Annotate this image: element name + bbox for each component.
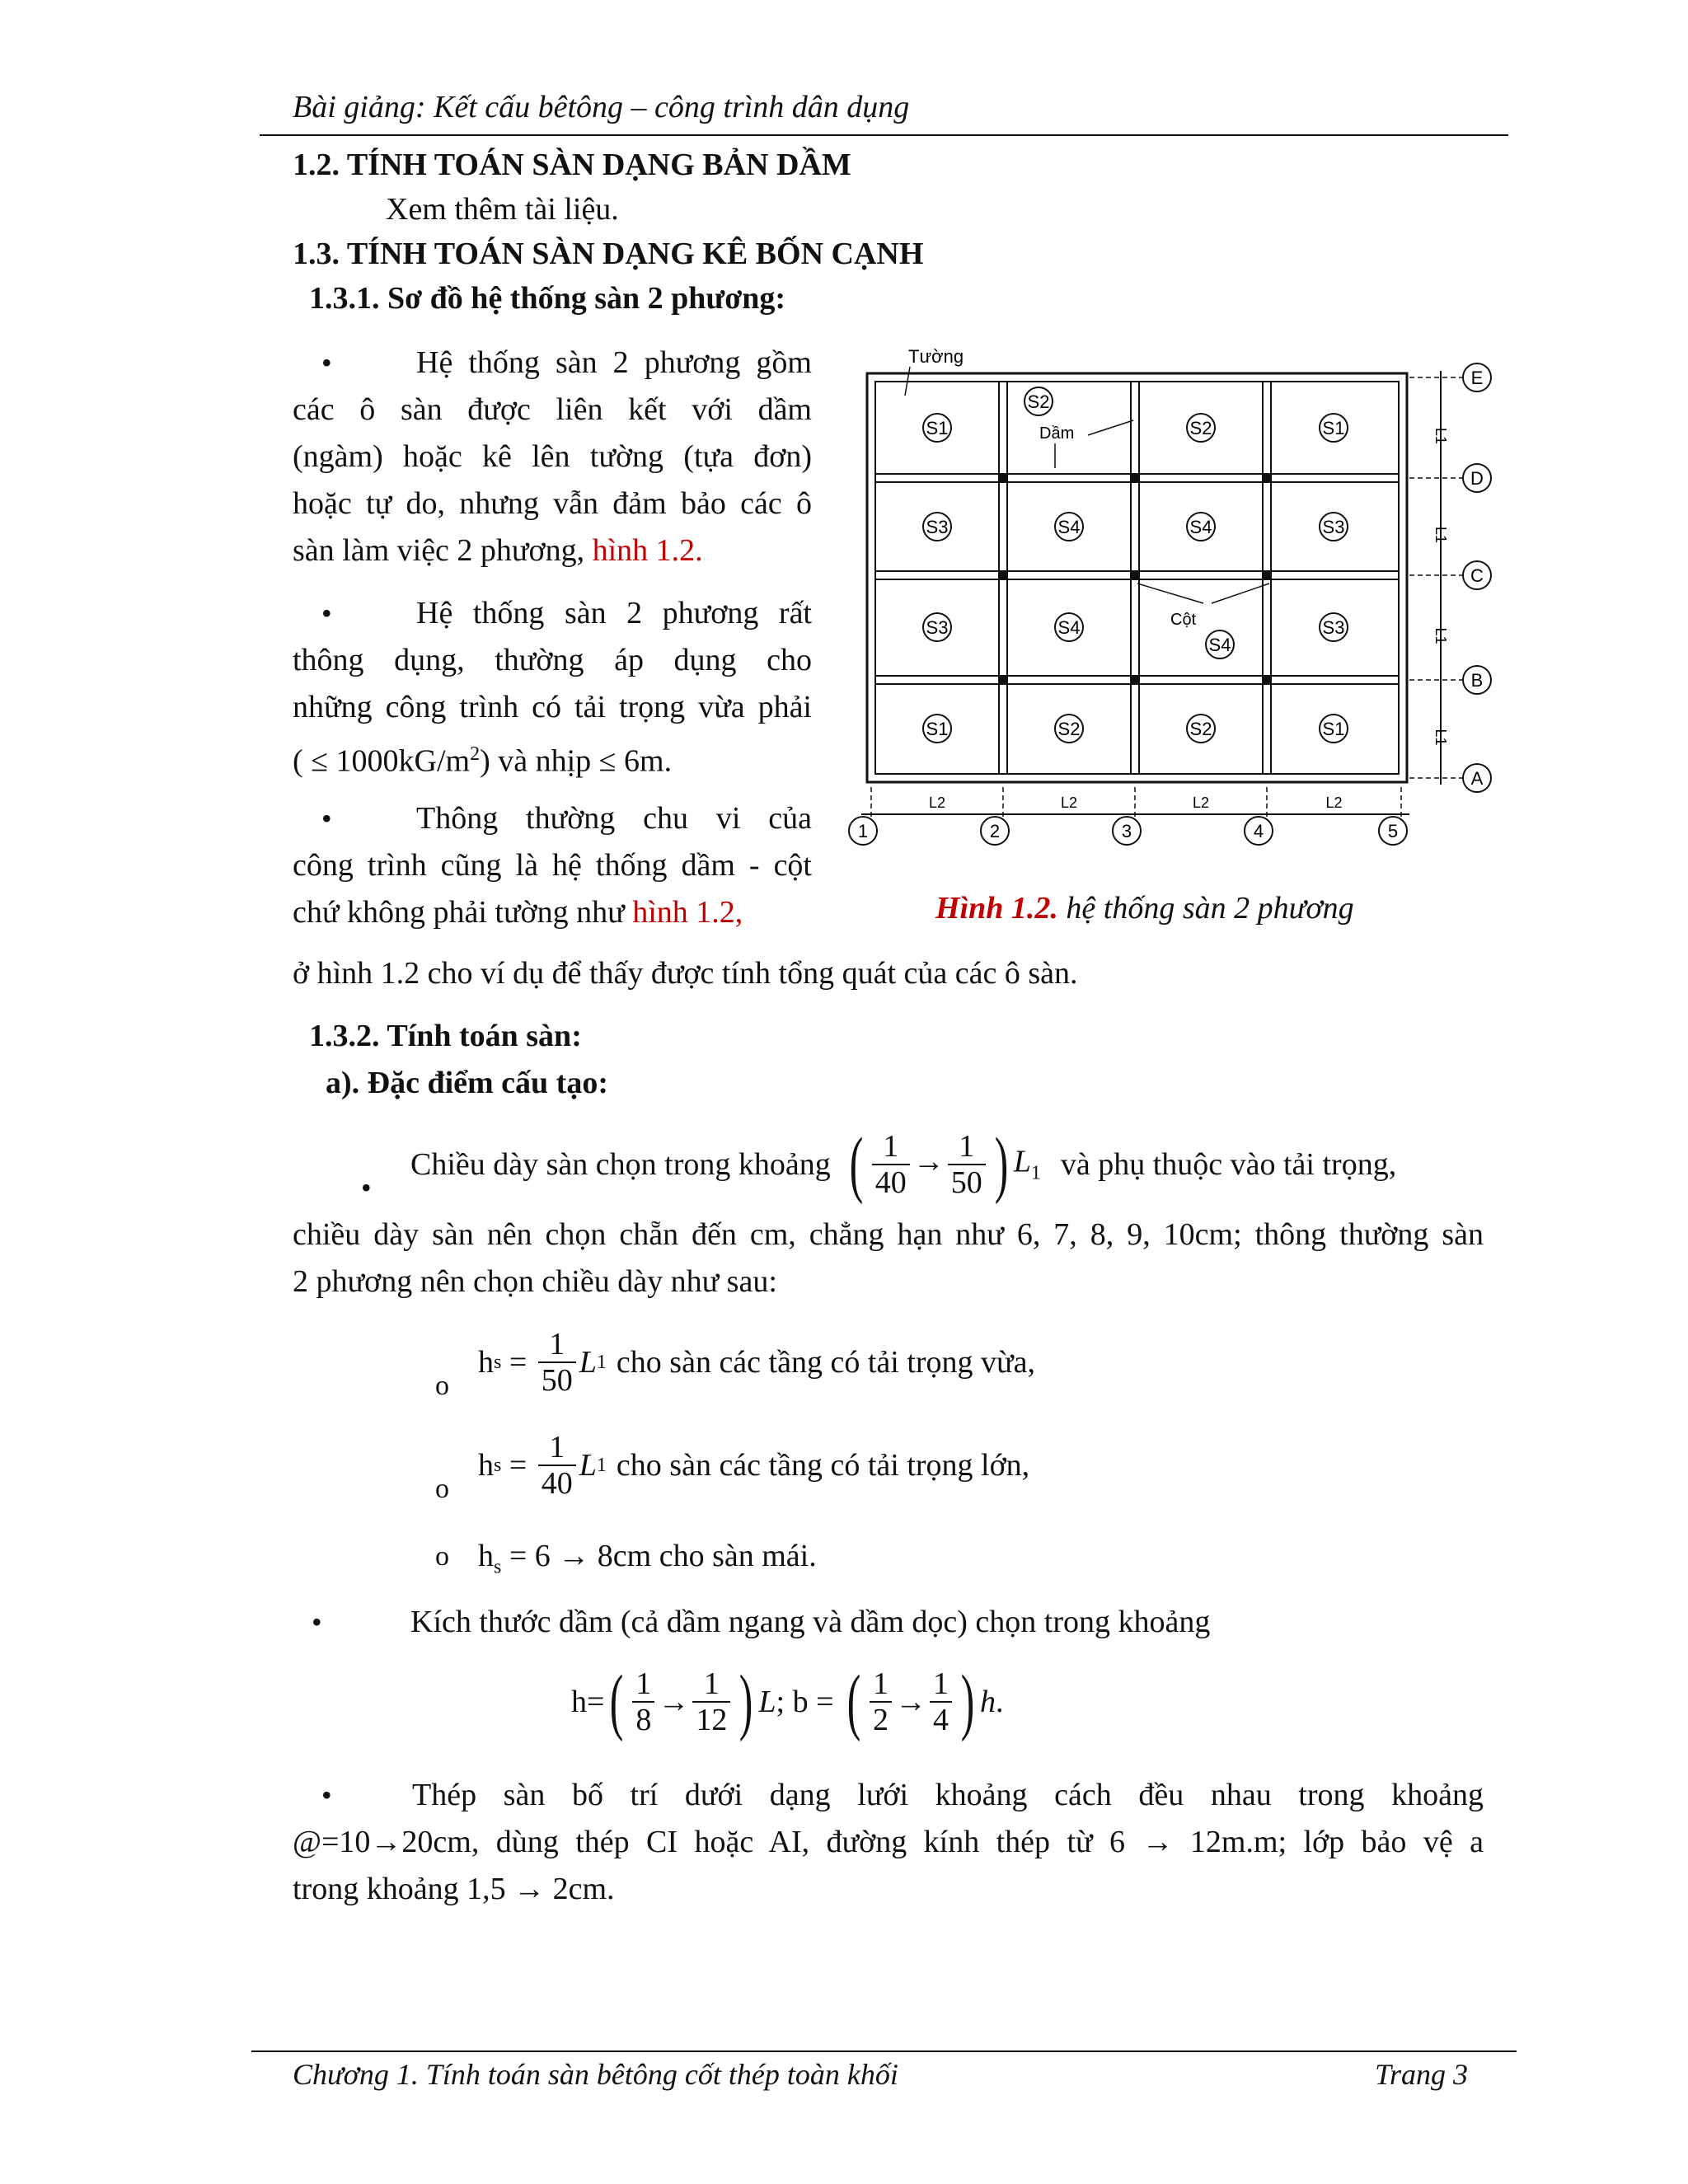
b2-line-4a: ( ≤ 1000kG/m — [293, 743, 471, 779]
p3-line-2: @=10→20cm, dùng thép CI hoặc AI, đường kính thép từ 6 → 12m.m; lớp bảo vệ a — [293, 1825, 1484, 1859]
panel-label: S2 — [1189, 719, 1212, 739]
column — [1262, 570, 1272, 580]
bullet-block-3 — [293, 795, 812, 936]
span-y-label: L1 — [1432, 527, 1449, 544]
o3-h: h — [478, 1539, 494, 1573]
o1-eq: = — [501, 1344, 535, 1380]
fb3-num: 1 — [870, 1666, 892, 1703]
span-x-label: L2 — [1325, 794, 1343, 811]
panel-label: S1 — [1322, 418, 1345, 438]
figure-caption — [935, 890, 1354, 926]
f1-num: 1 — [872, 1129, 910, 1165]
fb1-num: 1 — [632, 1666, 654, 1703]
p1-cont-1: chiều dày sàn nên chọn chẵn đến cm, chẳng hạn như 6, 7, 8, 9, 10cm; thông thường sàn — [293, 1217, 1484, 1252]
column-leader — [1212, 583, 1269, 603]
heading-1-2: 1.2. TÍNH TOÁN SÀN DẠNG BẢN DẦM — [293, 148, 851, 182]
axis-number: 1 — [857, 821, 869, 841]
p3-line-3: trong khoảng 1,5 → 2cm. — [293, 1872, 615, 1906]
b1-line-2: các ô sàn được liên kết với dầm — [293, 392, 812, 427]
fb-L: L — [758, 1684, 776, 1719]
span-x-label: L2 — [1060, 794, 1078, 811]
text-1-2: Xem thêm tài liệu. — [386, 192, 619, 227]
panel-label: S3 — [926, 617, 949, 638]
o1-L-sub: 1 — [596, 1351, 607, 1373]
b3-line-2: công trình cũng là hệ thống dầm - cột — [293, 848, 812, 883]
o2-h: h — [478, 1447, 494, 1483]
panel-label: S2 — [1189, 418, 1212, 438]
column — [1130, 570, 1140, 580]
o1-h: h — [478, 1344, 494, 1380]
b2-sup: 2 — [470, 743, 481, 765]
fb-arrow1: → — [658, 1684, 690, 1719]
option-1 — [478, 1327, 1035, 1398]
axis-letter: C — [1470, 565, 1484, 586]
panel-label: S4 — [1057, 617, 1081, 638]
panel-label: S1 — [926, 719, 949, 739]
b1-line-5: sàn làm việc 2 phương, — [293, 533, 593, 568]
panel-label: S2 — [1057, 719, 1081, 739]
o1-den: 50 — [541, 1363, 573, 1398]
axis-letter: D — [1470, 468, 1484, 489]
panel-label: S4 — [1057, 517, 1081, 537]
option-2 — [478, 1430, 1029, 1501]
column — [998, 570, 1008, 580]
wall-label: Tường — [908, 346, 964, 367]
p1-b: và phụ thuộc vào tải trọng, — [1060, 1146, 1397, 1182]
o2-L-sub: 1 — [596, 1454, 607, 1476]
panel-label: S3 — [1322, 517, 1345, 537]
f2-den: 50 — [950, 1165, 982, 1200]
b1-line-1: Hệ thống sàn 2 phương gồm — [416, 345, 812, 380]
o2-h-sub: s — [494, 1454, 502, 1476]
b2-line-3: những công trình có tải trọng vừa phải — [293, 690, 812, 724]
axis-letter: E — [1470, 368, 1484, 388]
heading-1-3-1: 1.3.1. Sơ đồ hệ thống sàn 2 phương: — [309, 281, 786, 316]
figure-ref-2: hình 1.2, — [632, 895, 743, 930]
formula-thickness: ( $\frac{1}{40}$ → $\frac{1}{50}$ ) $L_1$ — [849, 1123, 1041, 1205]
p1-a: Chiều dày sàn chọn trong khoảng — [410, 1146, 831, 1182]
b3-line-3: chứ không phải tường như — [293, 895, 633, 930]
o3-h-sub: s — [494, 1556, 502, 1578]
o2-den: 40 — [541, 1466, 573, 1501]
fb-b: ; b = — [776, 1684, 842, 1719]
axis-letter: A — [1470, 768, 1484, 789]
header-rule — [260, 134, 1508, 136]
axis-number: 2 — [989, 821, 1001, 841]
panel-label: S4 — [1208, 635, 1231, 655]
b2-line-2: thông dụng, thường áp dụng cho — [293, 643, 812, 677]
column — [1262, 675, 1272, 685]
span-x-label: L2 — [1192, 794, 1210, 811]
fb2-den: 12 — [696, 1703, 728, 1737]
fb1-den: 8 — [635, 1703, 652, 1737]
b3-line-1: Thông thường chu vi của — [416, 801, 812, 836]
o3-text: = 6 → 8cm cho sàn mái. — [501, 1539, 817, 1573]
footer-chapter: Chương 1. Tính toán sàn bêtông cốt thép toàn khối — [293, 2058, 898, 2091]
f1-den: 40 — [874, 1165, 907, 1200]
bullet-block-1 — [293, 340, 812, 574]
b2-line-4b: ) và nhịp ≤ 6m. — [480, 743, 673, 779]
heading-1-3: 1.3. TÍNH TOÁN SÀN DẠNG KÊ BỐN CẠNH — [293, 237, 924, 271]
b3-continuation: ở hình 1.2 cho ví dụ để thấy được tính tổng quát của các ô sàn. — [293, 956, 1078, 991]
o2-num: 1 — [538, 1430, 576, 1466]
page-header: Bài giảng: Kết cấu bêtông – công trình dân dụng — [293, 90, 910, 124]
panel-label: S4 — [1189, 517, 1212, 537]
footer-rule — [251, 2050, 1517, 2052]
panel-label: S2 — [1027, 391, 1050, 412]
footer-page: Trang 3 — [1375, 2058, 1469, 2091]
fb-h: h= — [571, 1684, 605, 1719]
b2-line-1: Hệ thống sàn 2 phương rất — [416, 596, 812, 630]
fb2-num: 1 — [692, 1666, 730, 1703]
figure-caption-label: Hình 1.2. — [935, 891, 1058, 926]
p3-line-1: Thép sàn bố trí dưới dạng lưới khoảng cách đều nhau trong khoảng — [412, 1778, 1484, 1812]
figure-ref-1: hình 1.2. — [592, 533, 703, 568]
o1-text: cho sàn các tầng có tải trọng vừa, — [616, 1344, 1035, 1380]
f-L-sub: 1 — [1030, 1162, 1041, 1184]
para-thickness-cont — [293, 1212, 1484, 1305]
panel-label: S3 — [1322, 617, 1345, 638]
para-beam — [410, 1599, 1210, 1646]
p2-text: Kích thước dầm (cả dầm ngang và dầm dọc) chọn trong khoảng — [410, 1605, 1211, 1639]
bullet-block-2 — [293, 590, 812, 785]
panel-label: S3 — [926, 517, 949, 537]
column-label: Cột — [1170, 611, 1197, 629]
o1-h-sub: s — [494, 1351, 502, 1373]
axis-number: 5 — [1387, 821, 1399, 841]
figure-caption-text: hệ thống sàn 2 phương — [1057, 891, 1354, 926]
fb4-den: 4 — [933, 1703, 950, 1737]
o2-text: cho sàn các tầng có tải trọng lớn, — [616, 1447, 1030, 1483]
heading-a: a). Đặc điểm cấu tạo: — [326, 1066, 608, 1100]
beam-leader — [1088, 420, 1133, 435]
b1-line-4: hoặc tự do, nhưng vẫn đảm bảo các ô — [293, 486, 812, 521]
column-leader — [1137, 583, 1203, 603]
fb-hvar: h — [980, 1684, 996, 1719]
fb-arrow2: → — [895, 1684, 927, 1719]
f1-arrow: → — [912, 1144, 945, 1179]
p1-cont-2: 2 phương nên chọn chiều dày như sau: — [293, 1264, 777, 1299]
b1-line-3: (ngàm) hoặc kê lên tường (tựa đơn) — [293, 439, 812, 474]
fb3-den: 2 — [873, 1703, 889, 1737]
span-x-label: L2 — [928, 794, 946, 811]
panel-label: S1 — [926, 418, 949, 438]
f2-num: 1 — [948, 1129, 986, 1165]
fb4-num: 1 — [930, 1666, 952, 1703]
axis-letter: B — [1470, 670, 1484, 691]
option-3 — [478, 1533, 817, 1591]
o2-eq: = — [501, 1447, 535, 1483]
column — [1130, 675, 1140, 685]
heading-1-3-2: 1.3.2. Tính toán sàn: — [309, 1019, 582, 1053]
formula-beam: h= ( $\frac{1}{8}$ → $\frac{1}{12}$ ) L ; b = ( $\frac{1}{2}$ → $\frac{1}{4}$ ) h . — [571, 1661, 1004, 1742]
o1-L: L — [579, 1344, 597, 1380]
beam-label: Dầm — [1039, 424, 1075, 443]
fb-dot: . — [996, 1684, 1004, 1719]
axis-number: 3 — [1121, 821, 1132, 841]
o1-num: 1 — [538, 1327, 576, 1363]
span-y-label: L1 — [1432, 627, 1449, 644]
o2-L: L — [579, 1447, 597, 1483]
column — [1262, 473, 1272, 483]
column — [998, 675, 1008, 685]
column — [998, 473, 1008, 483]
span-y-label: L1 — [1432, 428, 1449, 445]
para-thickness — [410, 1123, 1482, 1205]
span-y-label: L1 — [1432, 729, 1449, 746]
para-steel — [293, 1772, 1484, 1913]
floor-plan-figure — [841, 338, 1508, 898]
f-L: L — [1013, 1144, 1031, 1179]
axis-number: 4 — [1253, 821, 1264, 841]
column — [1130, 473, 1140, 483]
panel-label: S1 — [1322, 719, 1345, 739]
